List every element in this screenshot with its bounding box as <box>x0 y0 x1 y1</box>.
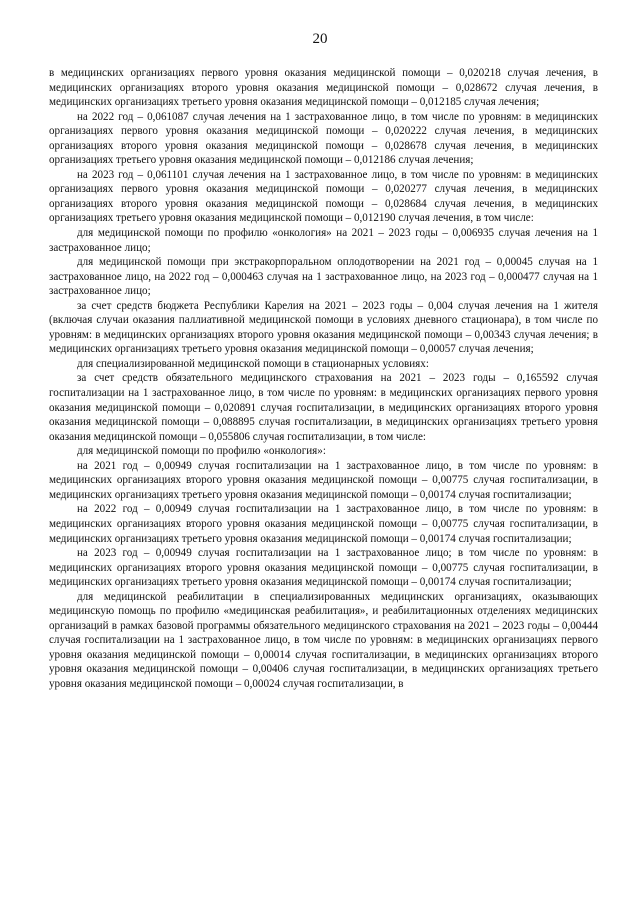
paragraph: для специализированной медицинской помощи в стационарных условиях: <box>77 357 429 370</box>
paragraph: на 2022 год – 0,061087 случая лечения на 1 застрахованное лицо, в том числе по уровням: в медицинских организациях первого уровня оказания медицинской помощи – 0,020222 случая лечения, в медицинских организациях второго уровня оказания медицинской помощи – 0,028678 случая лечения, в медицинских организациях третьего уровня оказания медицинской помощи – 0,012186 случая лечения; <box>49 110 598 167</box>
paragraph: за счет средств обязательного медицинского страхования на 2021 – 2023 годы – 0,165592 случая госпитализации на 1 застрахованное лицо, в том числе по уровням: в медицинских организациях первого уровня оказания медицинской помощи – 0,020891 случая госпитализации, в медицинских организациях второго уровня оказания медицинской помощи – 0,088895 случая госпитализации, в медицинских организациях третьего уровня оказания медицинской помощи – 0,055806 случая госпитализации, в том числе: <box>49 372 598 443</box>
paragraph: на 2023 год – 0,061101 случая лечения на 1 застрахованное лицо, в том числе по уровням: в медицинских организациях первого уровня оказания медицинской помощи – 0,020277 случая лечения, в медицинских организациях второго уровня оказания медицинской помощи – 0,028684 случая лечения, в медицинских организациях третьего уровня оказания медицинской помощи – 0,012190 случая лечения, в том числе: <box>49 168 598 225</box>
paragraph: для медицинской помощи по профилю «онкология»: <box>77 445 326 458</box>
document-body <box>49 66 598 692</box>
paragraph: на 2022 год – 0,00949 случая госпитализации на 1 застрахованное лицо, в том числе по уровням: в медицинских организациях второго уровня оказания медицинской помощи – 0,00775 случая госпитализации, в медицинских организациях третьего уровня оказания медицинской помощи – 0,00174 случая госпитализации; <box>49 503 598 545</box>
paragraph: на 2023 год – 0,00949 случая госпитализации на 1 застрахованное лицо; в том числе по уровням: в медицинских организациях второго уровня оказания медицинской помощи – 0,00775 случая госпитализации, в медицинских организациях третьего уровня оказания медицинской помощи – 0,00174 случая госпитализации; <box>49 547 598 589</box>
paragraph: в медицинских организациях первого уровня оказания медицинской помощи – 0,020218 случая лечения, в медицинских организациях второго уровня оказания медицинской помощи – 0,028672 случая лечения, в медицинских организациях третьего уровня оказания медицинской помощи – 0,012185 случая лечения; <box>49 67 598 109</box>
page-number: 20 <box>312 31 328 47</box>
paragraph: для медицинской помощи при экстракорпоральном оплодотворении на 2021 год – 0,00045 случая на 1 застрахованное лицо, на 2022 год – 0,000463 случая на 1 застрахованное лицо, на 2023 год – 0,000477 случая на 1 застрахованное лицо; <box>49 256 598 298</box>
paragraph: для медицинской реабилитации в специализированных медицинских организациях, оказывающих медицинскую помощь по профилю «медицинская реабилитация», и реабилитационных отделениях медицинских организаций в рамках базовой программы обязательного медицинского страхования на 2021 – 2023 годы – 0,00444 случая госпитализации на 1 застрахованное лицо, в том числе по уровням: в медицинских организациях первого уровня оказания медицинской помощи – 0,00014 случая госпитализации, в медицинских организациях второго уровня оказания медицинской помощи – 0,00406 случая госпитализации, в медицинских организациях третьего уровня оказания медицинской помощи – 0,00024 случая госпитализации, в <box>49 590 598 690</box>
paragraph: для медицинской помощи по профилю «онкология» на 2021 – 2023 годы – 0,006935 случая лечения на 1 застрахованное лицо; <box>49 227 598 254</box>
paragraph: на 2021 год – 0,00949 случая госпитализации на 1 застрахованное лицо, в том числе по уровням: в медицинских организациях второго уровня оказания медицинской помощи – 0,00775 случая госпитализации, в медицинских организациях третьего уровня оказания медицинской помощи – 0,00174 случая госпитализации; <box>49 459 598 501</box>
paragraph: за счет средств бюджета Республики Карелия на 2021 – 2023 годы – 0,004 случая лечения на 1 жителя (включая случаи оказания паллиативной медицинской помощи в условиях дневного стационара), в том числе по уровням: в медицинских организациях второго уровня оказания медицинской помощи – 0,00343 случая лечения; в медицинских организациях третьего уровня оказания медицинской помощи – 0,00057 случая лечения; <box>49 299 598 356</box>
